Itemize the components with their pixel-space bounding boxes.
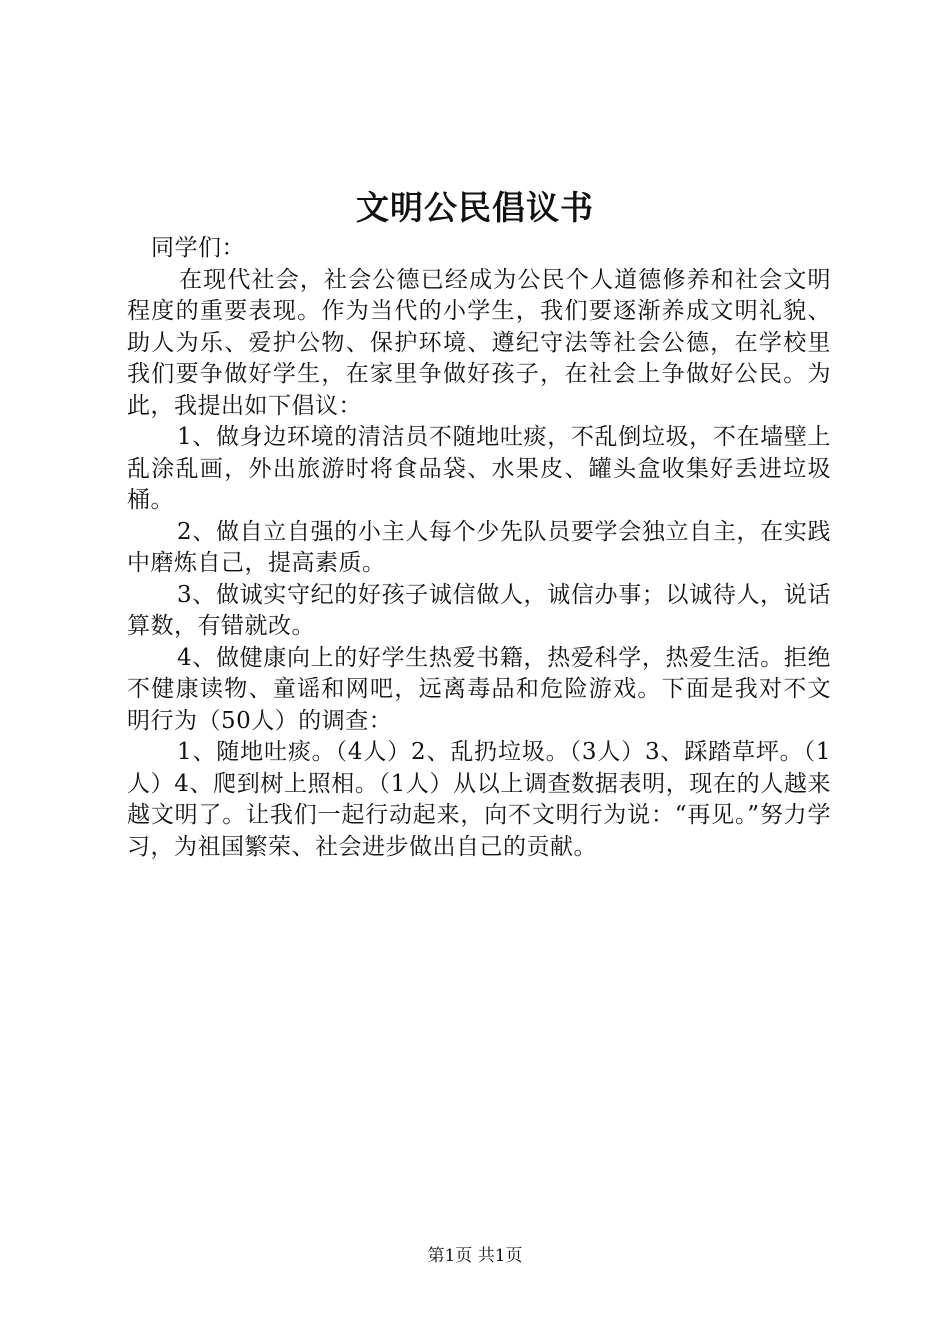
paragraph-proposal-1: 1、做身边环境的清洁员不随地吐痰，不乱倒垃圾，不在墙壁上乱涂乱画，外出旅游时将食品袋、水果皮、罐头盒收集好丢进垃圾桶。 <box>127 424 831 513</box>
document-body <box>127 233 831 863</box>
document-title: 文明公民倡议书 <box>356 188 594 227</box>
salutation: 同学们： <box>151 235 245 261</box>
paragraph-survey: 1、随地吐痰。（4人）2、乱扔垃圾。（3人）3、踩踏草坪。（1人）4、爬到树上照相。（1人）从以上调查数据表明，现在的人越来越文明了。让我们一起行动起来，向不文明行为说：“再见。”努力学习，为祖国繁荣、社会进步做出自己的贡献。 <box>127 739 831 860</box>
paragraph-intro: 在现代社会，社会公德已经成为公民个人道德修养和社会文明程度的重要表现。作为当代的小学生，我们要逐渐养成文明礼貌、助人为乐、爱护公物、保护环境、遵纪守法等社会公德，在学校里我们要争做好学生，在家里争做好孩子，在社会上争做好公民。为此，我提出如下倡议： <box>127 266 831 419</box>
paragraph-proposal-4: 4、做健康向上的好学生热爱书籍，热爱科学，热爱生活。拒绝不健康读物、童谣和网吧，远离毒品和危险游戏。下面是我对不文明行为（50人）的调查： <box>127 644 831 734</box>
page-footer: 第1页 共1页 <box>427 1246 523 1266</box>
paragraph-proposal-2: 2、做自立自强的小主人每个少先队员要学会独立自主，在实践中磨炼自己，提高素质。 <box>127 518 831 576</box>
paragraph-proposal-3: 3、做诚实守纪的好孩子诚信做人，诚信办事；以诚待人，说话算数，有错就改。 <box>127 581 831 639</box>
